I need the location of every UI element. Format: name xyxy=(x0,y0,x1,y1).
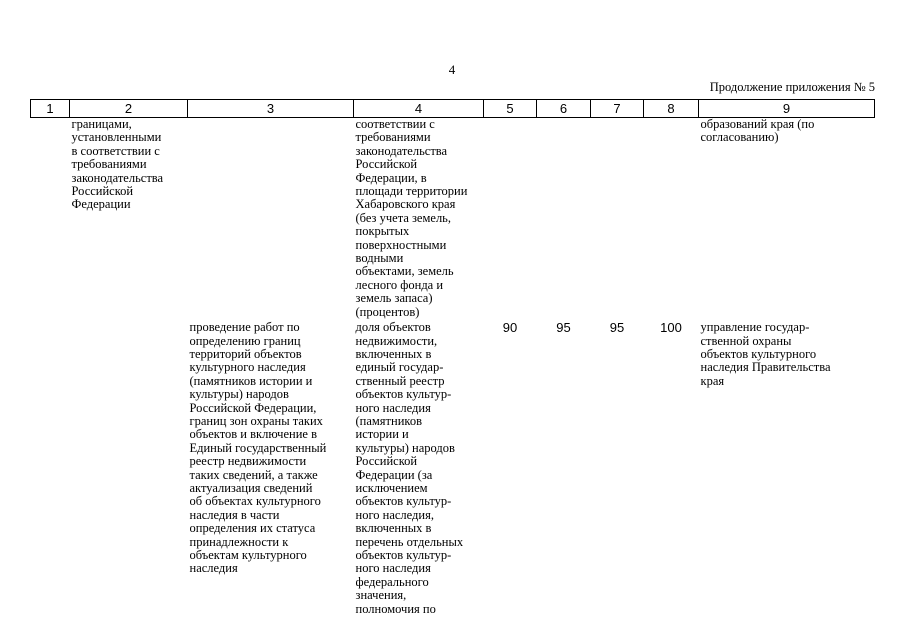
table-header-row xyxy=(31,100,875,118)
column-header-7: 7 xyxy=(591,100,644,118)
cell-value-col8 xyxy=(644,118,699,322)
appendix-table xyxy=(30,99,875,616)
appendix-continuation-note: Продолжение приложения № 5 xyxy=(709,80,875,94)
cell-indicator: доля объектов недвижимости, включенных в единый государ- ственный реестр объектов культур- ного наследия (памятников истории и культуры) народов Российской Федерации (за исключением объектов культур- ного наследия, включенных в перечень отдельных объектов культур- ного наследия федерального значения, полномочия по xyxy=(355,320,464,616)
column-header-5: 5 xyxy=(484,100,537,118)
cell-value-col5 xyxy=(484,118,537,322)
cell-responsible: управление государ- ственной охраны объектов культурного наследия Правительства края xyxy=(700,320,831,388)
column-header-3: 3 xyxy=(188,100,354,118)
table-row xyxy=(31,321,875,616)
cell-measure xyxy=(188,118,354,322)
column-header-9: 9 xyxy=(699,100,875,118)
cell-number xyxy=(31,321,70,616)
cell-value-col6: 95 xyxy=(556,320,571,336)
page-number: 4 xyxy=(448,62,456,77)
column-header-6: 6 xyxy=(537,100,591,118)
column-header-2: 2 xyxy=(70,100,188,118)
cell-value-col6 xyxy=(537,118,591,322)
cell-value-col7 xyxy=(591,118,644,322)
cell-responsible: образований края (по согласованию) xyxy=(700,117,815,145)
cell-objective: границами, установленными в соответствии с требованиями законодательства Российской Федерации xyxy=(71,117,164,212)
column-header-4: 4 xyxy=(354,100,484,118)
cell-number xyxy=(31,118,70,322)
table-row xyxy=(31,118,875,322)
cell-indicator: соответствии с требованиями законодательства Российской Федерации, в площади территории Хабаровского края (без учета земель, покрытых поверхностными водными объектами, земель лесного фонда и земель запаса) (процентов) xyxy=(355,117,468,319)
column-header-1: 1 xyxy=(31,100,70,118)
cell-value-col5: 90 xyxy=(502,320,518,336)
cell-value-col7: 95 xyxy=(609,320,625,336)
column-header-8: 8 xyxy=(644,100,699,118)
cell-objective xyxy=(70,321,188,616)
cell-value-col8: 100 xyxy=(660,320,682,336)
cell-measure: проведение работ по определению границ территорий объектов культурного наследия (памятников истории и культуры) народов Российской Федерации, границ зон охраны таких объектов и включение в Единый государственный реестр недвижимости таких сведений, а также актуализация сведений об объектах культурного наследия в части определения их статуса принадлежности к объектам культурного наследия xyxy=(189,320,327,576)
